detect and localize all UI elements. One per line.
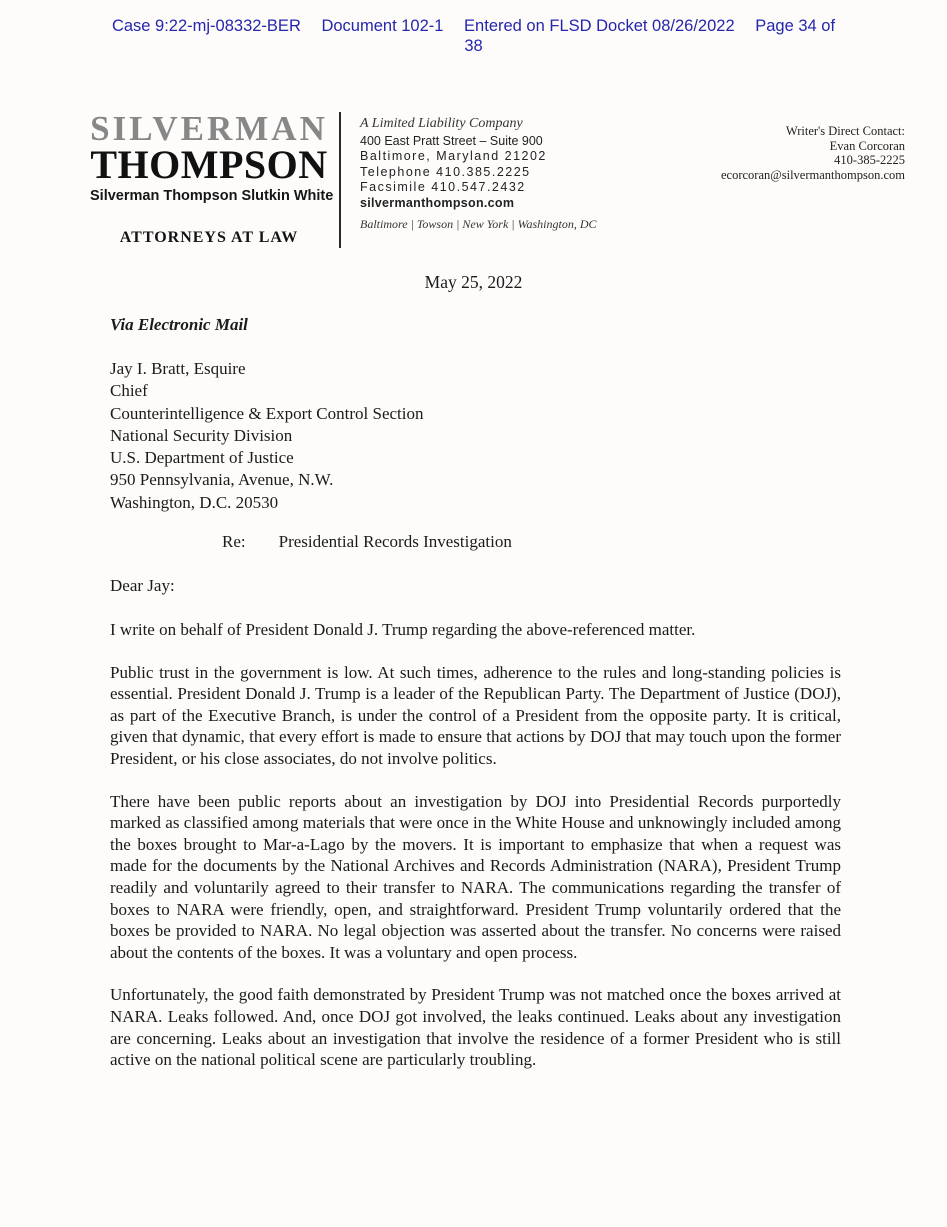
body-paragraph: Public trust in the government is low. At such times, adherence to the rules and long-standing policies is essential. President Donald J. Trump is a leader of the Republican Party. The Department of Justice (DOJ), as part of the Executive Branch, is under the control of a President from the opposite party. It is critical, given that dynamic, that every effort is made to ensure that actions by DOJ that may touch upon the former President, or his close associates, do not involve politics. [110, 662, 841, 768]
writers-contact-name: Evan Corcoran [829, 138, 905, 153]
logo-firm-names: Silverman Thompson Slutkin White [90, 188, 334, 204]
body-paragraph: There have been public reports about an investigation by DOJ into Presidential Records purportedly marked as classified among materials that were once in the White House and unknowingly included among the boxes brought to Mar-a-Lago by the movers. It is important to emphasize that when a request was made for the documents by the National Archives and Records Administration (NARA), President Trump readily and voluntarily agreed to their transfer to NARA. The communications regarding the transfer of boxes to NARA were friendly, open, and straightforward. President Trump voluntarily ordered that the boxes be provided to NARA. No legal objection was asserted about the transfer. No concerns were raised about the contents of the boxes. It was a voluntary and open process. [110, 791, 841, 962]
recipient-line: Chief [110, 381, 148, 401]
writers-contact-email: ecorcoran@silvermanthompson.com [720, 167, 905, 182]
docket-entry: Entered on FLSD Docket 08/26/2022 [464, 17, 735, 35]
logo-silverman-text: SILVERMAN [90, 109, 328, 148]
body-paragraph: I write on behalf of President Donald J. Trump regarding the above-referenced matter. [110, 620, 696, 639]
recipient-line: Jay I. Bratt, Esquire [110, 359, 246, 378]
ecf-header-line1 [0, 16, 947, 36]
recipient-line: Counterintelligence & Export Control Section [110, 403, 424, 423]
recipient-line: U.S. Department of Justice [110, 448, 294, 468]
recipient-line: National Security Division [110, 425, 293, 445]
ecf-stamp-header [0, 16, 947, 56]
office-locations: Baltimore | Towson | New York | Washington, DC [360, 217, 597, 231]
ecf-header-line2 [0, 36, 947, 56]
logo-attorneys-at-law: ATTORNEYS AT LAW [119, 229, 299, 246]
letter-body [110, 619, 841, 1092]
re-label: Re: [222, 532, 246, 551]
recipient-line: Washington, D.C. 20530 [110, 492, 279, 512]
case-number: Case 9:22-mj-08332-BER [111, 17, 301, 35]
telephone-line: Telephone 410.385.2225 [360, 164, 531, 179]
address-city: Baltimore, Maryland 21202 [360, 149, 547, 163]
page-count: 38 [464, 37, 483, 55]
facsimile-line: Facsimile 410.547.2432 [360, 180, 526, 194]
recipient-line: 950 Pennsylvania, Avenue, N.W. [110, 470, 334, 490]
logo-thompson-text: THOMPSON [90, 142, 328, 187]
firm-logo [90, 109, 334, 247]
firm-address-block [360, 116, 597, 233]
re-line [222, 532, 512, 552]
writers-contact-phone: 410-385-2225 [834, 153, 905, 167]
delivery-method: Via Electronic Mail [110, 315, 248, 334]
body-paragraph: Unfortunately, the good faith demonstrated by President Trump was not matched once the boxes arrived at NARA. Leaks followed. And, once DOJ got involved, the leaks continued. Leaks about any investigation are concerning. Leaks about an investigation that involve the residence of a former President who is still active on the national political scene are particularly troubling. [110, 985, 841, 1070]
letter-date: May 25, 2022 [424, 272, 523, 292]
letterhead-divider [339, 112, 341, 248]
recipient-address [110, 358, 424, 514]
writers-contact-label: Writer's Direct Contact: [785, 124, 905, 138]
document-number: Document 102-1 [321, 17, 444, 35]
address-street: 400 East Pratt Street – Suite 900 [360, 133, 543, 148]
firm-website: silvermanthompson.com [360, 195, 515, 210]
re-subject: Presidential Records Investigation [278, 532, 512, 551]
writers-contact-block [721, 124, 905, 182]
salutation: Dear Jay: [110, 576, 175, 595]
company-type: A Limited Liability Company [360, 116, 523, 131]
page-indicator: Page 34 of [755, 17, 836, 35]
